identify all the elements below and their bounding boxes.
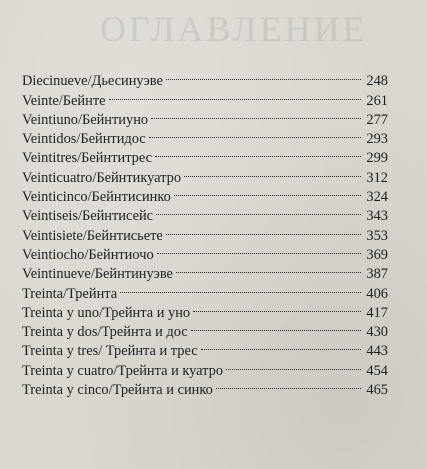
toc-entry-title: Veintiseis/Бейнтисейс [22,208,154,225]
toc-entry-page: 369 [366,246,388,263]
toc-entry-title: Treinta y cuatro/Трейнта и куатро [22,362,224,379]
dot-leader [166,220,361,239]
dot-leader [193,298,361,317]
toc-entry-title: Veintiuno/Бейнтиуно [22,111,149,128]
toc-entry-title: Treinta y cinco/Трейнта и синко [22,382,213,399]
dot-leader [201,336,361,355]
dot-leader [120,278,361,297]
toc-entry-page: 465 [366,382,388,399]
toc-entry-page: 277 [366,111,388,128]
toc-entry [22,66,388,90]
toc-entry-page: 406 [366,285,388,302]
dot-leader [216,375,361,394]
toc-entry-title: Veintinueve/Бейнтинуэве [22,266,173,283]
table-of-contents [22,66,388,399]
toc-entry-page: 324 [366,189,388,206]
dot-leader [176,259,361,278]
dot-leader [157,240,361,259]
toc-entry-page: 454 [366,362,388,379]
dot-leader [191,317,361,336]
toc-entry-title: Treinta y uno/Трейнта и уно [22,304,191,321]
dot-leader [184,162,361,181]
toc-entry-page: 312 [366,169,388,186]
toc-entry-title: Veintiocho/Бейнтиочо [22,246,154,263]
toc-entry-title: Veinte/Бейнте [22,92,106,109]
toc-entry-title: Treinta y dos/Трейнта и дос [22,324,188,341]
dot-leader [166,66,361,85]
faded-heading: ОГЛАВЛЕНИЕ [100,9,368,49]
toc-entry-page: 417 [366,304,388,321]
toc-entry-page: 353 [366,227,388,244]
toc-entry-page: 248 [366,73,388,90]
toc-entry-title: Veintitres/Бейнтитрес [22,150,152,167]
toc-entry-title: Veinticuatro/Бейнтикуатро [22,169,182,186]
toc-entry-page: 430 [366,324,388,341]
dot-leader [155,143,361,162]
toc-entry-page: 443 [366,343,388,360]
dot-leader [226,355,361,374]
dot-leader [156,201,361,220]
toc-entry-title: Veinticinco/Бейнтисинко [22,189,171,206]
toc-entry-title: Veintisiete/Бейнтисьете [22,227,163,244]
dot-leader [149,124,361,143]
toc-entry-title: Diecinueve/Дьесинуэве [22,73,163,90]
toc-entry-title: Veintidos/Бейнтидос [22,131,146,148]
toc-entry-page: 261 [366,92,388,109]
toc-entry-page: 387 [366,266,388,283]
dot-leader [174,182,361,201]
dot-leader [109,85,362,104]
toc-entry-page: 343 [366,208,388,225]
toc-entry-title: Treinta y tres/ Трейнта и трес [22,343,198,360]
toc-entry-page: 293 [366,131,388,148]
toc-entry-title: Treinta/Трейнта [22,285,118,302]
toc-entry-page: 299 [366,150,388,167]
dot-leader [151,105,361,124]
